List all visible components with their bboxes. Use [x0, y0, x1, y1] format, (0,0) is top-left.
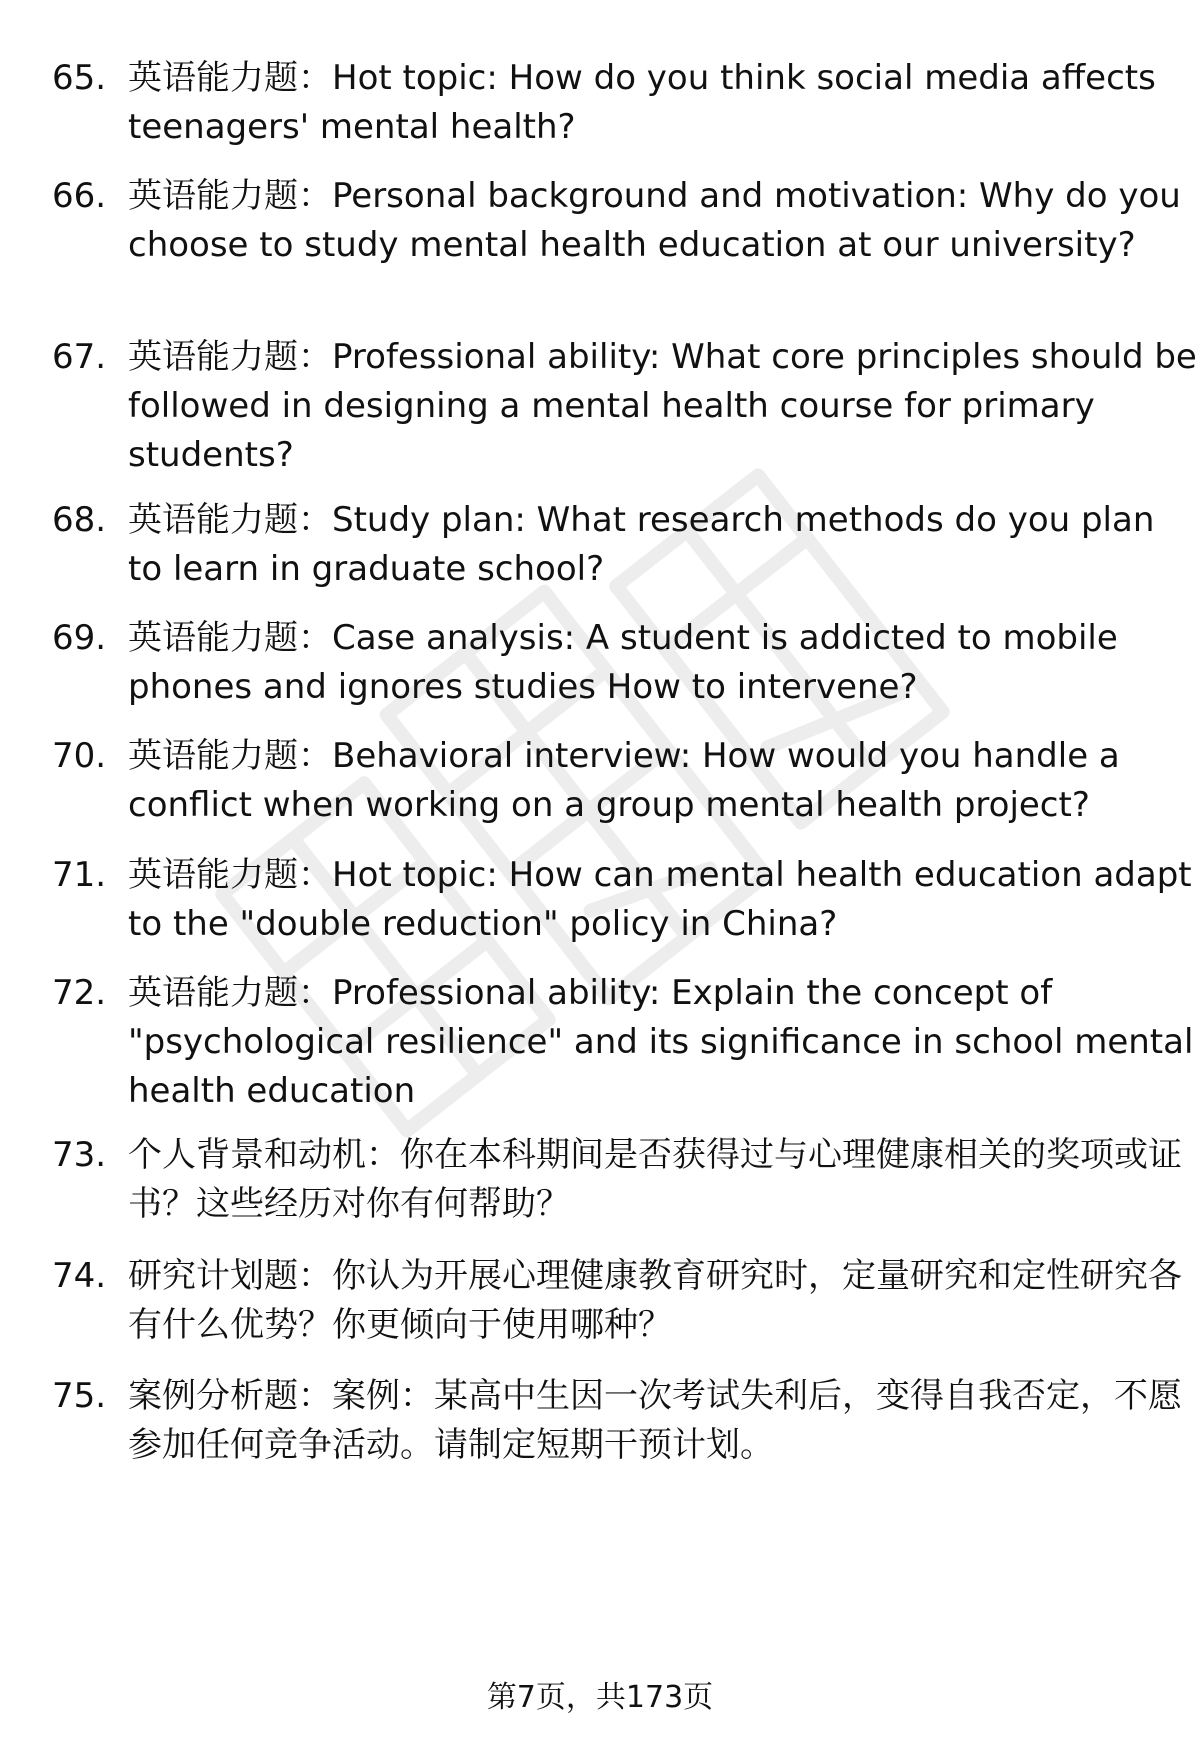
question-number: 73. [52, 1135, 107, 1175]
question-number: 74. [52, 1256, 107, 1296]
page-footer [0, 1678, 1200, 1718]
question-number: 65. [52, 58, 107, 98]
question-number: 66. [52, 176, 107, 216]
question-number: 72. [52, 973, 107, 1013]
question-text: 英语能力题：Hot topic: How can mental health education adapt to the "double reduction" policy in China? [128, 855, 1192, 944]
question-text: 英语能力题：Behavioral interview: How would you handle a conflict when working on a group mental health project? [128, 736, 1120, 825]
question-text: 英语能力题：Professional ability: Explain the concept of "psychological resilience" and its significance in school mental health education [128, 973, 1194, 1111]
question-number: 71. [52, 855, 107, 895]
question-text: 个人背景和动机：你在本科期间是否获得过与心理健康相关的奖项或证书？这些经历对你有何帮助？ [128, 1135, 1182, 1224]
question-number: 68. [52, 500, 107, 540]
page-number-label: 第7页，共173页 [486, 1680, 714, 1715]
question-text: 英语能力题：Case analysis: A student is addicted to mobile phones and ignores studies How to intervene? [128, 618, 1118, 707]
question-text: 英语能力题：Personal background and motivation: Why do you choose to study mental health education at our university? [128, 176, 1181, 265]
question-number: 70. [52, 736, 107, 776]
question-number: 75. [52, 1376, 107, 1416]
question-text: 英语能力题：Hot topic: How do you think social media affects teenagers' mental health? [128, 58, 1156, 147]
question-number: 67. [52, 337, 107, 377]
question-text: 案例分析题：案例：某高中生因一次考试失利后，变得自我否定，不愿参加任何竞争活动。请制定短期干预计划。 [128, 1376, 1182, 1465]
question-number: 69. [52, 618, 107, 658]
question-text: 研究计划题：你认为开展心理健康教育研究时，定量研究和定性研究各有什么优势？你更倾向于使用哪种？ [128, 1256, 1182, 1345]
question-text: 英语能力题：Professional ability: What core principles should be followed in designing a mental health course for primary students? [128, 337, 1197, 475]
question-text: 英语能力题：Study plan: What research methods do you plan to learn in graduate school? [128, 500, 1155, 589]
